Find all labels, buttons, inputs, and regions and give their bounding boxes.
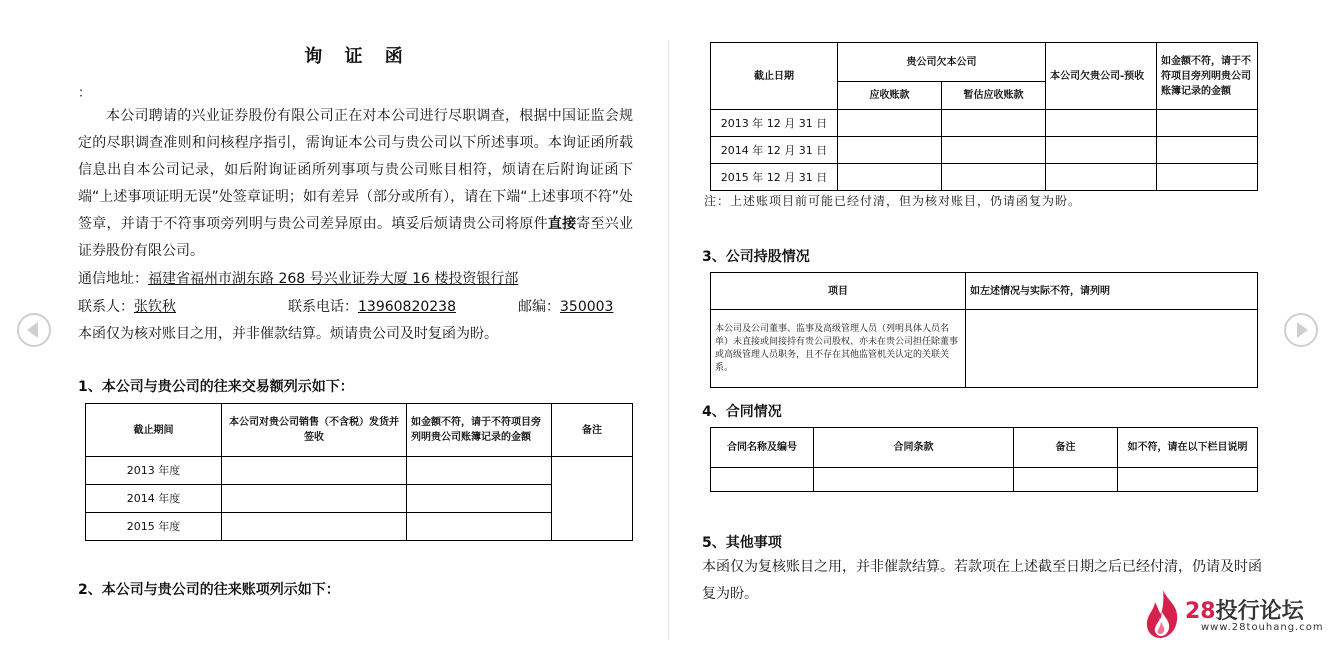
right-page (700, 0, 1270, 662)
th-contract-remark: 备注 (1014, 428, 1118, 468)
purpose-note: 本函仅为核对账目之用，并非催款结算。烦请贵公司及时复函为盼。 (78, 326, 498, 342)
zip-value: 350003 (560, 299, 614, 315)
address-line: 通信地址：福建省福州市湖东路 268 号兴业证券大厦 16 楼投资银行部 (78, 271, 519, 287)
prev-page-button[interactable] (17, 313, 51, 347)
th-mismatch: 如金额不符，请于不符项目旁列明贵公司账簿记录的金额 (1157, 43, 1258, 110)
address-value: 福建省福州市湖东路 268 号兴业证券大厦 16 楼投资银行部 (148, 271, 519, 287)
watermark-logo (1143, 588, 1324, 640)
th-provisional: 暂估应收账款 (942, 82, 1046, 110)
contact-value: 张钦秋 (134, 299, 176, 315)
transaction-table (85, 403, 633, 541)
table2-note: 注：上述账项目前可能已经付清，但为核对账目，仍请函复为盼。 (704, 194, 1082, 208)
section4-title: 4、合同情况 (702, 404, 782, 420)
phone-line: 联系电话：13960820238 (288, 299, 456, 315)
th-contract-mismatch: 如不符，请在以下栏目说明 (1118, 428, 1258, 468)
th-contract-terms: 合同条款 (814, 428, 1014, 468)
th-mismatch: 如金额不符，请于不符项目旁列明贵公司账簿记录的金额 (407, 404, 552, 457)
balance-table (710, 42, 1258, 191)
table-row: 2014 年 12 月 31 日 (711, 137, 1258, 164)
table-row (711, 468, 1258, 492)
th-sales: 本公司对贵公司销售（不含税）发货并签收 (222, 404, 407, 457)
contract-table (710, 427, 1258, 492)
th-item: 项目 (711, 273, 966, 310)
zip-line: 邮编：350003 (518, 299, 614, 315)
intro-paragraph: 本公司聘请的兴业证券股份有限公司正在对本公司进行尽职调查，根据中国证监会规定的尽职调查准则和问核程序指引，需询证本公司与贵公司以下所述事项。本询证函所载信息出自本公司记录，如后附询证函所列事项与贵公司账目相符，烦请在后附询证函下端“上述事项证明无误”处签章证明；如有差异（部分或所有），请在下端“上述事项不符”处签章，并请于不符事项旁列明与贵公司差异原由。填妥后烦请贵公司将原件直接寄至兴业证券股份有限公司。 (78, 108, 634, 259)
phone-value: 13960820238 (358, 299, 456, 315)
section1-title: 1、本公司与贵公司的往来交易额列示如下： (78, 379, 354, 395)
flame-icon (1143, 588, 1183, 640)
table-row: 2013 年度 (86, 457, 633, 485)
section3-title: 3、公司持股情况 (702, 249, 810, 265)
document-title: 询 证 函 (304, 46, 411, 67)
contact-line: 联系人：张钦秋 (78, 299, 176, 315)
brand-url: www.28touhang.com (1201, 622, 1324, 633)
table-row: 2015 年度 (86, 513, 633, 541)
th-discrepancy: 如左述情况与实际不符，请列明 (966, 273, 1258, 310)
section5-title: 5、其他事项 (702, 535, 782, 551)
table-row: 2015 年 12 月 31 日 (711, 164, 1258, 191)
page-divider (668, 40, 669, 640)
th-contract-name: 合同名称及编号 (711, 428, 814, 468)
th-receivable: 应收账款 (838, 82, 942, 110)
brand-name: 28投行论坛 (1185, 599, 1304, 624)
shareholding-statement: 本公司及公司董事、监事及高级管理人员（列明具体人员名单）未直接或间接持有贵公司股权、亦未在贵公司担任除董事或高级管理人员职务，且不存在其他监管机关认定的关联关系。 (711, 310, 966, 388)
chevron-right-icon (1297, 322, 1308, 338)
chevron-left-icon (27, 322, 38, 338)
th-date: 截止日期 (711, 43, 838, 110)
shareholding-table (710, 272, 1258, 388)
th-owed-to-you: 本公司欠贵公司-预收 (1046, 43, 1157, 110)
greeting-colon: ： (78, 86, 92, 101)
th-period: 截止期间 (86, 404, 222, 457)
left-page (70, 0, 645, 662)
section2-title: 2、本公司与贵公司的往来账项列示如下： (78, 582, 340, 598)
th-remark: 备注 (552, 404, 633, 457)
table-row: 2014 年度 (86, 485, 633, 513)
th-owed-by-you: 贵公司欠本公司 (838, 43, 1046, 82)
next-page-button[interactable] (1284, 313, 1318, 347)
table-row: 2013 年 12 月 31 日 (711, 110, 1258, 137)
section5-text: 本函仅为复核账目之用，并非催款结算。若款项在上述截至日期之后已经付清，仍请及时函复为盼。 (702, 559, 1262, 602)
